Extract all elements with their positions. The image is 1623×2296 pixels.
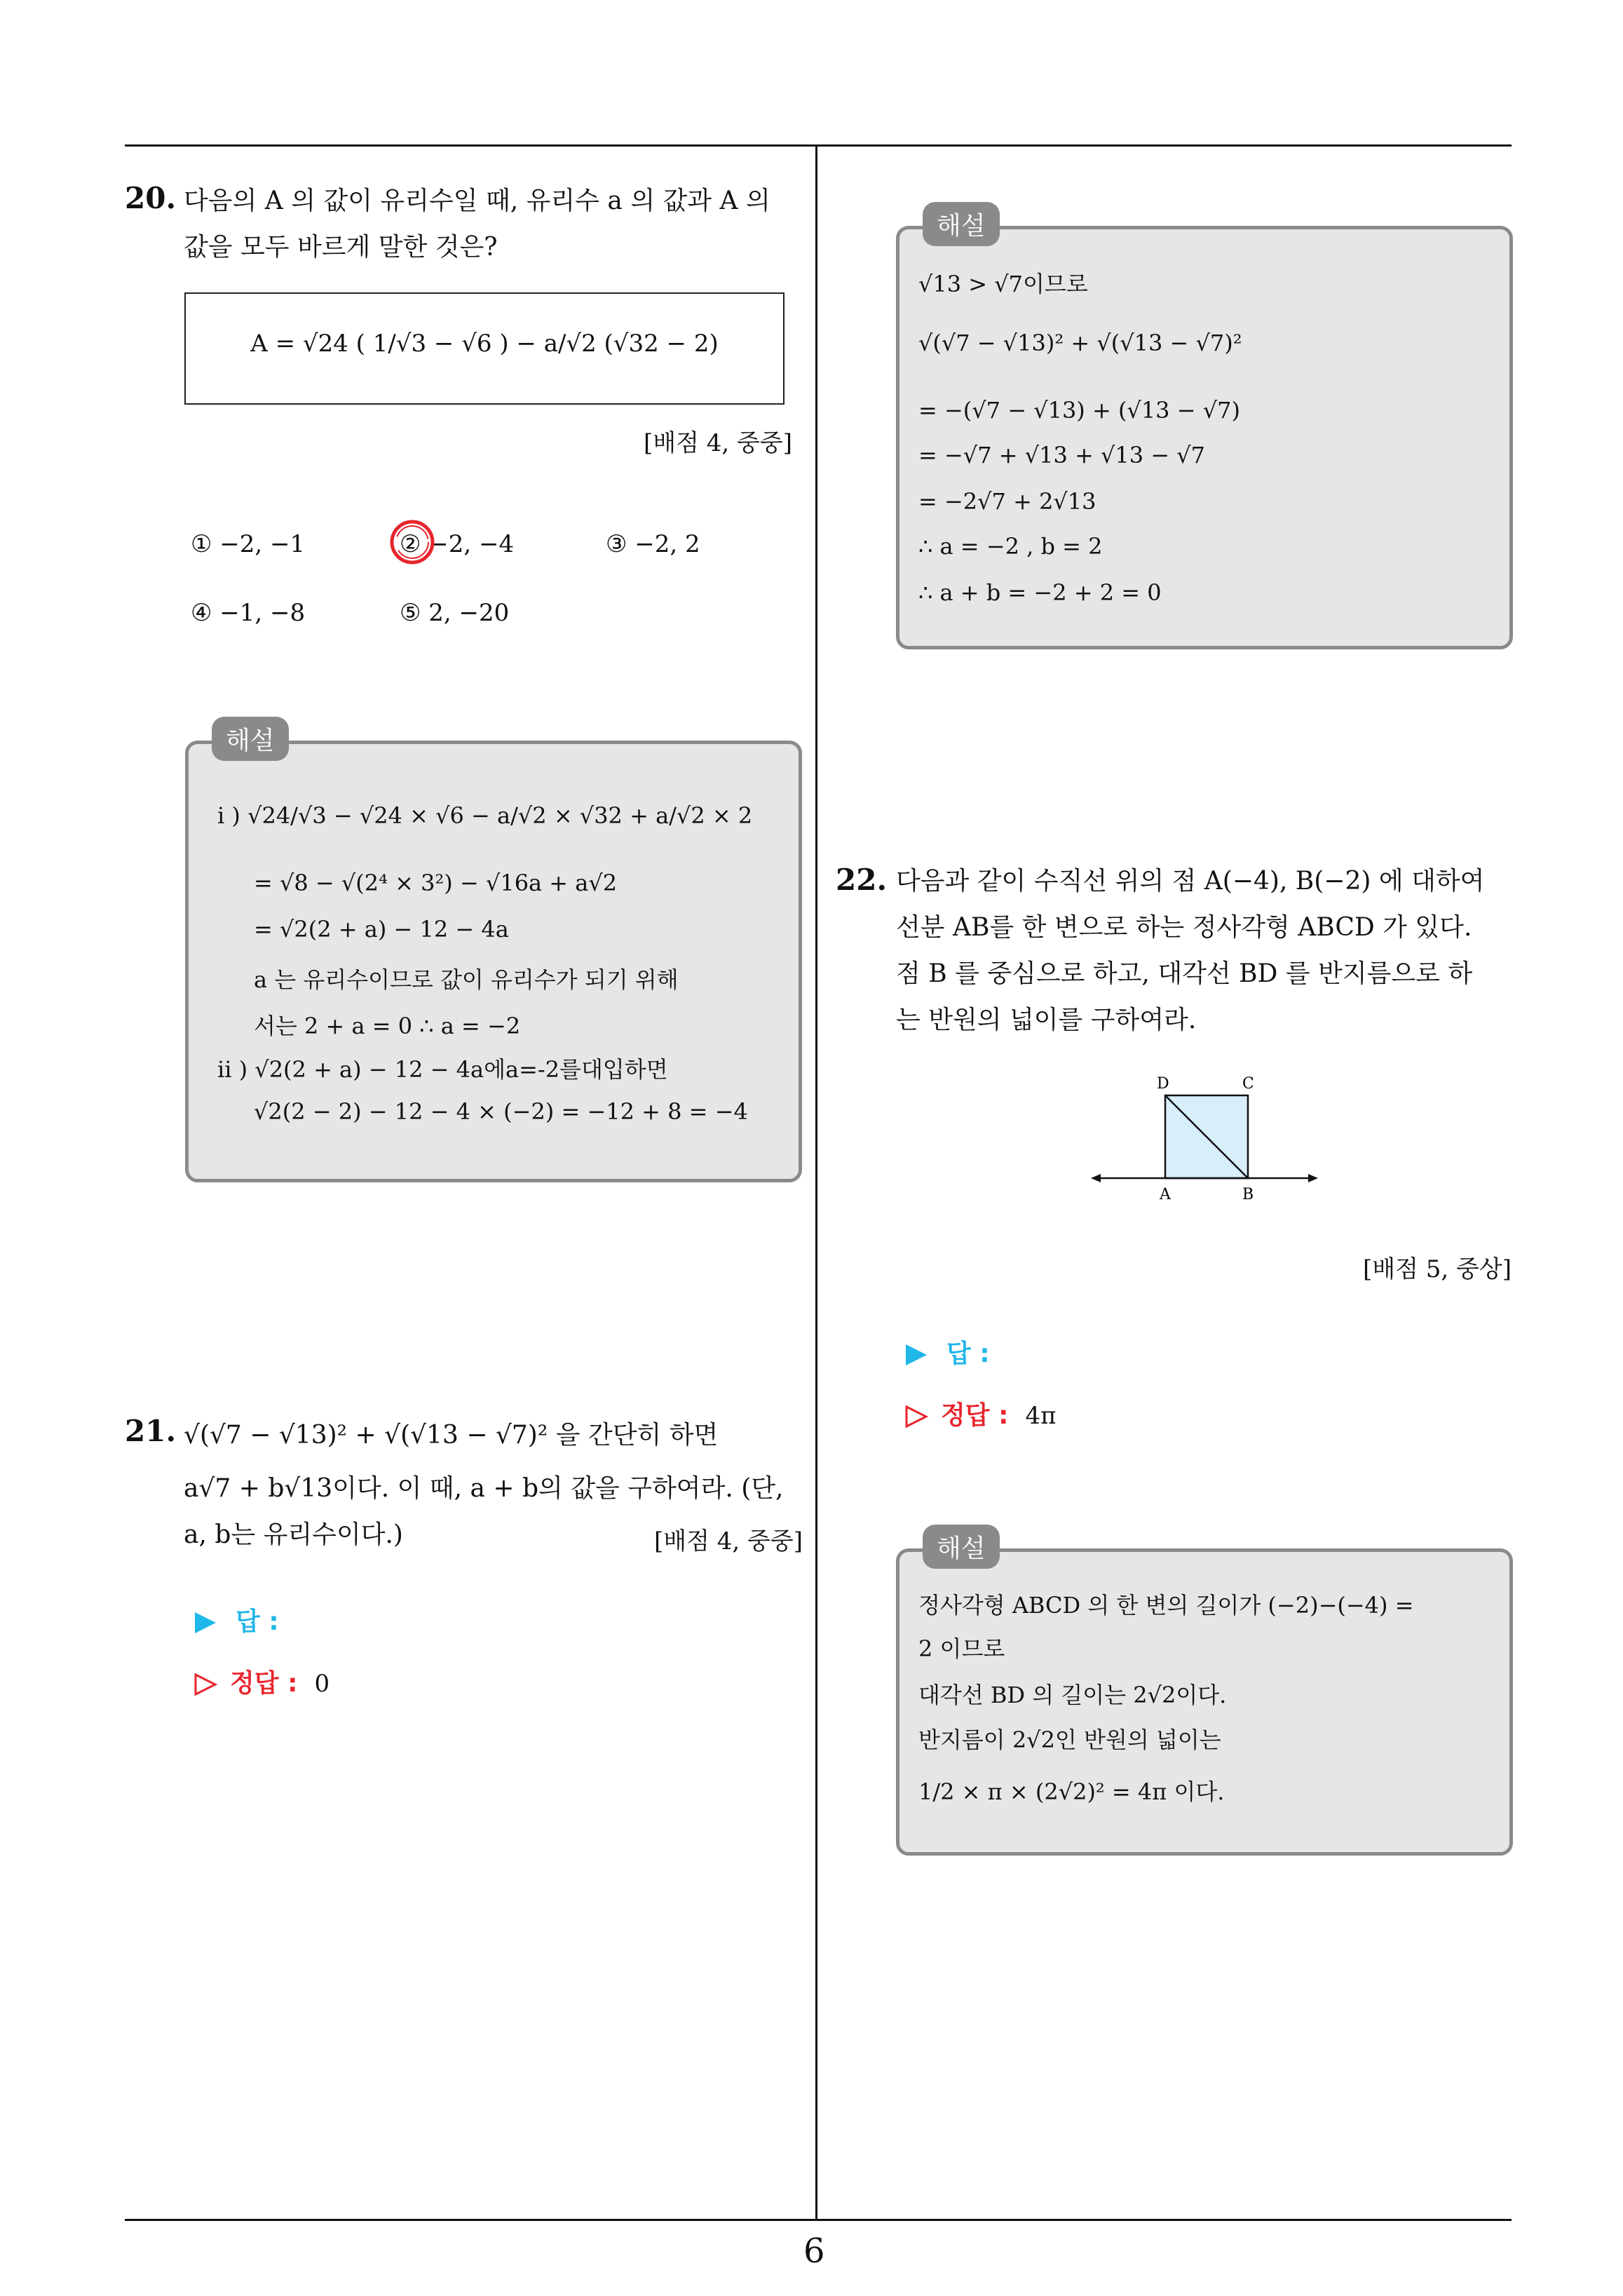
- q21-solution-line-7: ∴ a + b = −2 + 2 = 0: [918, 579, 1162, 606]
- marked-answer-circle-icon: [387, 517, 437, 567]
- number-line-left-arrow: [1091, 1174, 1101, 1182]
- q20-solution-line-7: √2(2 − 2) − 12 − 4 × (−2) = −12 + 8 = −4: [254, 1098, 748, 1125]
- question-22-score: [배점 5, 중상]: [1363, 1255, 1512, 1283]
- q21-solution-line-1: √13 > √7이므로: [918, 271, 1088, 297]
- question-22-line-2: 선분 AB를 한 변으로 하는 정사각형 ABCD 가 있다.: [896, 913, 1472, 942]
- q21-solution-line-3: = −(√7 − √13) + (√13 − √7): [918, 397, 1240, 424]
- number-line-right-arrow: [1308, 1174, 1318, 1182]
- q21-solution-line-6: ∴ a = −2 , b = 2: [918, 533, 1103, 560]
- q21-solution-line-5: = −2√7 + 2√13: [918, 488, 1096, 515]
- label-d: D: [1157, 1075, 1169, 1093]
- choice-4[interactable]: ④ −1, −8: [191, 599, 306, 627]
- question-20-line-1: 다음의 A 의 값이 유리수일 때, 유리수 a 의 값과 A 의: [184, 187, 770, 215]
- question-21-line-1: √(√7 − √13)² + √(√13 − √7)² 을 간단히 하면: [184, 1421, 719, 1450]
- choice-1[interactable]: ① −2, −1: [191, 530, 306, 558]
- label-b: B: [1242, 1186, 1254, 1203]
- q22-solution-line-2: 2 이므로: [918, 1635, 1005, 1662]
- q20-solution-line-6: ii ) √2(2 + a) − 12 − 4a에a=-2를대입하면: [217, 1056, 668, 1083]
- page-number: 6: [803, 2231, 825, 2271]
- q20-solution-line-2: = √8 − √(2⁴ × 3²) − √16a + a√2: [254, 870, 618, 896]
- question-21-score: [배점 4, 중중]: [654, 1527, 803, 1555]
- question-21-line-2: a√7 + b√13이다. 이 때, a + b의 값을 구하여라. (단,: [184, 1474, 784, 1503]
- square-on-number-line-figure: [1087, 1066, 1325, 1206]
- question-21-correct-row: [193, 1663, 330, 1699]
- question-20-text: [184, 178, 801, 271]
- q21-correct-label: 정답 :: [230, 1669, 298, 1698]
- question-20-solution-tag: 해설: [212, 717, 289, 761]
- q22-solution-line-4: 반지름이 2√2인 반원의 넓이는: [918, 1727, 1221, 1753]
- question-22-solution-tag: 해설: [923, 1525, 1000, 1569]
- q22-correct-value: 4π: [1025, 1402, 1057, 1430]
- q21-solution-line-2: √(√7 − √13)² + √(√13 − √7)²: [918, 330, 1242, 356]
- question-20-formula: A = √24 ( 1/√3 − √6 ) − a/√2 (√32 − 2): [250, 330, 719, 358]
- bottom-rule: [125, 2219, 1512, 2221]
- choice-3[interactable]: ③ −2, 2: [606, 530, 700, 558]
- answer-arrow-icon: [193, 1611, 217, 1635]
- q20-solution-line-5: 서는 2 + a = 0 ∴ a = −2: [254, 1013, 521, 1039]
- q22-correct-label: 정답 :: [941, 1401, 1009, 1430]
- question-22-number: 22.: [836, 863, 888, 897]
- question-21-solution-tag: 해설: [923, 202, 1000, 246]
- question-20-line-2: 값을 모두 바르게 말한 것은?: [184, 233, 498, 262]
- q22-solution-line-3: 대각선 BD 의 길이는 2√2이다.: [918, 1682, 1227, 1708]
- question-21-number: 21.: [125, 1414, 177, 1448]
- label-c: C: [1242, 1075, 1254, 1093]
- column-divider: [815, 144, 817, 2220]
- question-21-answer-row[interactable]: [193, 1602, 279, 1637]
- q22-answer-label: 답 :: [946, 1339, 990, 1368]
- question-21-line-3: a, b는 유리수이다.): [184, 1520, 403, 1549]
- q22-solution-line-5: 1/2 × π × (2√2)² = 4π 이다.: [918, 1778, 1225, 1805]
- q21-answer-label: 답 :: [236, 1607, 279, 1636]
- question-20-number: 20.: [125, 181, 177, 215]
- question-22-line-3: 점 B 를 중심으로 하고, 대각선 BD 를 반지름으로 하: [896, 959, 1473, 988]
- q21-correct-value: 0: [314, 1670, 330, 1698]
- question-22-line-4: 는 반원의 넓이를 구하여라.: [896, 1006, 1197, 1034]
- choice-5[interactable]: ⑤ 2, −20: [400, 599, 510, 627]
- question-20-score: [배점 4, 중중]: [644, 429, 792, 457]
- question-22-line-1: 다음과 같이 수직선 위의 점 A(−4), B(−2) 에 대하여: [896, 867, 1485, 896]
- q20-solution-line-3: = √2(2 + a) − 12 − 4a: [254, 916, 509, 943]
- correct-arrow-icon: [904, 1405, 928, 1429]
- question-22-correct-row: [904, 1396, 1056, 1431]
- q22-solution-line-1: 정사각형 ABCD 의 한 변의 길이가 (−2)−(−4) =: [918, 1592, 1414, 1619]
- answer-arrow-icon: [904, 1343, 928, 1367]
- q20-solution-line-1: i ) √24/√3 − √24 × √6 − a/√2 × √32 + a/√2 × 2: [217, 802, 753, 829]
- choice-2[interactable]: ② −2, −4: [400, 530, 515, 558]
- question-22-text: [896, 858, 1513, 1044]
- top-rule: [125, 144, 1512, 147]
- q20-solution-line-4: a 는 유리수이므로 값이 유리수가 되기 위해: [254, 966, 679, 993]
- question-22-answer-row[interactable]: [904, 1334, 990, 1370]
- q21-solution-line-4: = −√7 + √13 + √13 − √7: [918, 442, 1205, 468]
- label-a: A: [1160, 1186, 1171, 1203]
- correct-arrow-icon: [193, 1673, 217, 1696]
